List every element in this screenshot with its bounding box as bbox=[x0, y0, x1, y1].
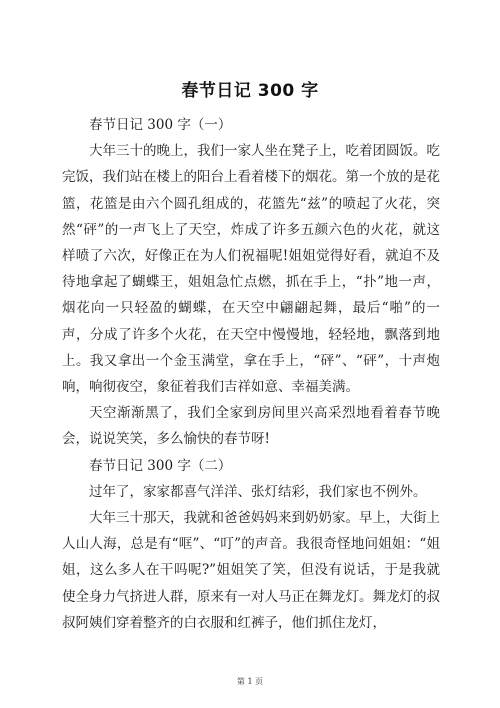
document-body bbox=[62, 112, 440, 636]
section-heading-2: 春节日记 300 字（二） bbox=[89, 457, 232, 474]
paragraph: 大年三十那天，我就和爸爸妈妈来到奶奶家。早上，大街上人山人海，总是有“哐”、“叮”的声音。我很奇怪地问姐姐：“姐姐，这么多人在干吗呢?”姐姐笑了笑，但没有说话，于是我就使全身力气挤进人群，原来有一对人马正在舞龙灯。舞龙灯的叔叔阿姨们穿着整齐的白衣服和红裤子，他们抓住龙灯， bbox=[62, 510, 440, 631]
paragraph: 大年三十的晚上，我们一家人坐在凳子上，吃着团圆饭。吃完饭，我们站在楼上的阳台上看着楼下的烟花。第一个放的是花篮，花篮是由六个圆孔组成的，花篮先“兹”的喷起了火花，突然“砰”的一声飞上了天空，炸成了许多五颜六色的火花，就这样喷了六次，好像正在为人们祝福呢!姐姐觉得好看，就迫不及待地拿起了蝴蝶王，姐姐急忙点燃，抓在手上，“扑”地一声，烟花向一只轻盈的蝴蝶，在天空中翩翩起舞，最后“啪”的一声，分成了许多个火花，在天空中慢慢地，轻轻地，飘落到地上。我又拿出一个金玉满堂，拿在手上，“砰”、“砰”，十声炮响，响彻夜空，象征着我们吉祥如意、幸福美满。 bbox=[62, 143, 440, 396]
section-heading-1: 春节日记 300 字（一） bbox=[89, 117, 232, 133]
paragraph: 过年了，家家都喜气洋洋、张灯结彩，我们家也不例外。 bbox=[89, 483, 427, 500]
page-number: 第 1 页 bbox=[236, 677, 264, 686]
paragraph: 天空渐渐黑了，我们全家到房间里兴高采烈地看着春节晚会，说说笑笑，多么愉快的春节呀! bbox=[62, 405, 440, 448]
document-title: 春节日记 300 字 bbox=[181, 81, 319, 101]
